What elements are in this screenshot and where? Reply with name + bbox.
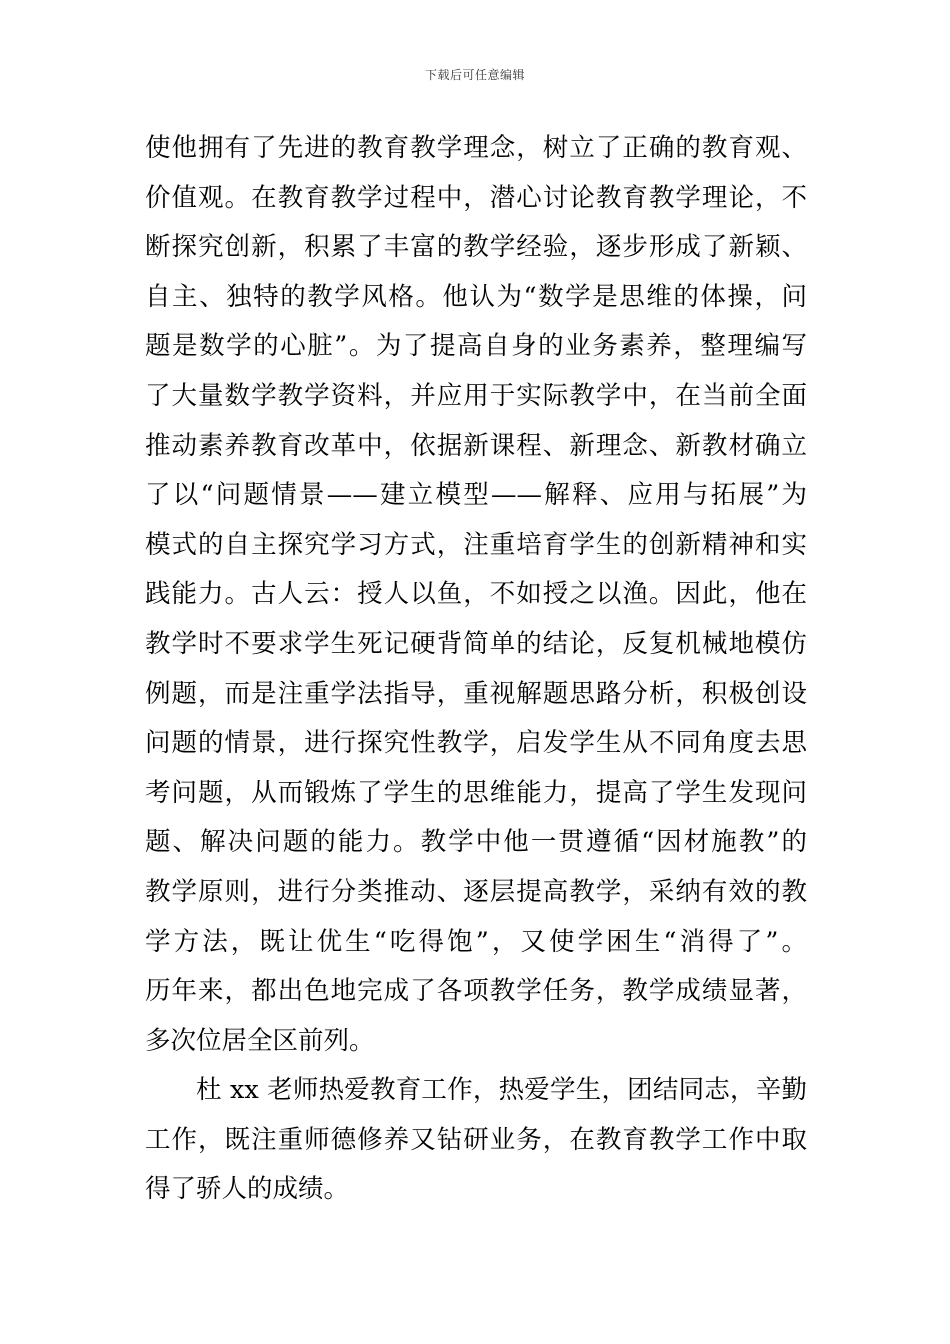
text-line: 自主、独特的教学风格。他认为“数学是思维的体操，问 — [145, 281, 807, 312]
text-line: 践能力。古人云：授人以鱼，不如授之以渔。因此，他在 — [145, 579, 807, 610]
document-body — [145, 124, 807, 1215]
text-line: 考问题，从而锻炼了学生的思维能力，提高了学生发现问 — [145, 777, 807, 808]
text-line: 多次位居全区前列。 — [145, 1025, 375, 1056]
text-line: 例题，而是注重学法指导，重视解题思路分析，积极创设 — [145, 678, 807, 709]
paragraph-1 — [145, 124, 807, 1066]
text-line: 了以“问题情景——建立模型——解释、应用与拓展”为 — [145, 480, 807, 511]
text-line: 教学原则，进行分类推动、逐层提高教学，采纳有效的教 — [145, 876, 807, 907]
text-line: 教学时不要求学生死记硬背简单的结论，反复机械地模仿 — [145, 628, 807, 659]
text-line: 杜 xx 老师热爱教育工作，热爱学生，团结同志，辛勤 — [196, 1075, 807, 1106]
text-line: 历年来，都出色地完成了各项教学任务，教学成绩显著， — [145, 976, 807, 1007]
text-line: 题是数学的心脏”。为了提高自身的业务素养，整理编写 — [145, 331, 807, 362]
paragraph-2 — [145, 1066, 807, 1215]
text-line: 得了骄人的成绩。 — [145, 1174, 350, 1205]
text-line: 学方法，既让优生“吃得饱”，又使学困生“消得了”。 — [145, 926, 807, 957]
text-line: 问题的情景，进行探究性教学，启发学生从不同角度去思 — [145, 728, 807, 759]
text-line: 断探究创新，积累了丰富的教学经验，逐步形成了新颖、 — [145, 232, 807, 263]
page-header: 下载后可任意编辑 — [424, 68, 525, 82]
text-line: 价值观。在教育教学过程中，潜心讨论教育教学理论，不 — [145, 182, 807, 213]
text-line: 工作，既注重师德修养又钻研业务，在教育教学工作中取 — [145, 1124, 807, 1155]
text-line: 使他拥有了先进的教育教学理念，树立了正确的教育观、 — [145, 133, 807, 163]
text-line: 了大量数学教学资料，并应用于实际教学中，在当前全面 — [145, 380, 807, 411]
text-line: 推动素养教育改革中，依据新课程、新理念、新教材确立 — [145, 430, 807, 461]
text-line: 题、解决问题的能力。教学中他一贯遵循“因材施教”的 — [145, 827, 807, 858]
text-line: 模式的自主探究学习方式，注重培育学生的创新精神和实 — [145, 529, 807, 560]
